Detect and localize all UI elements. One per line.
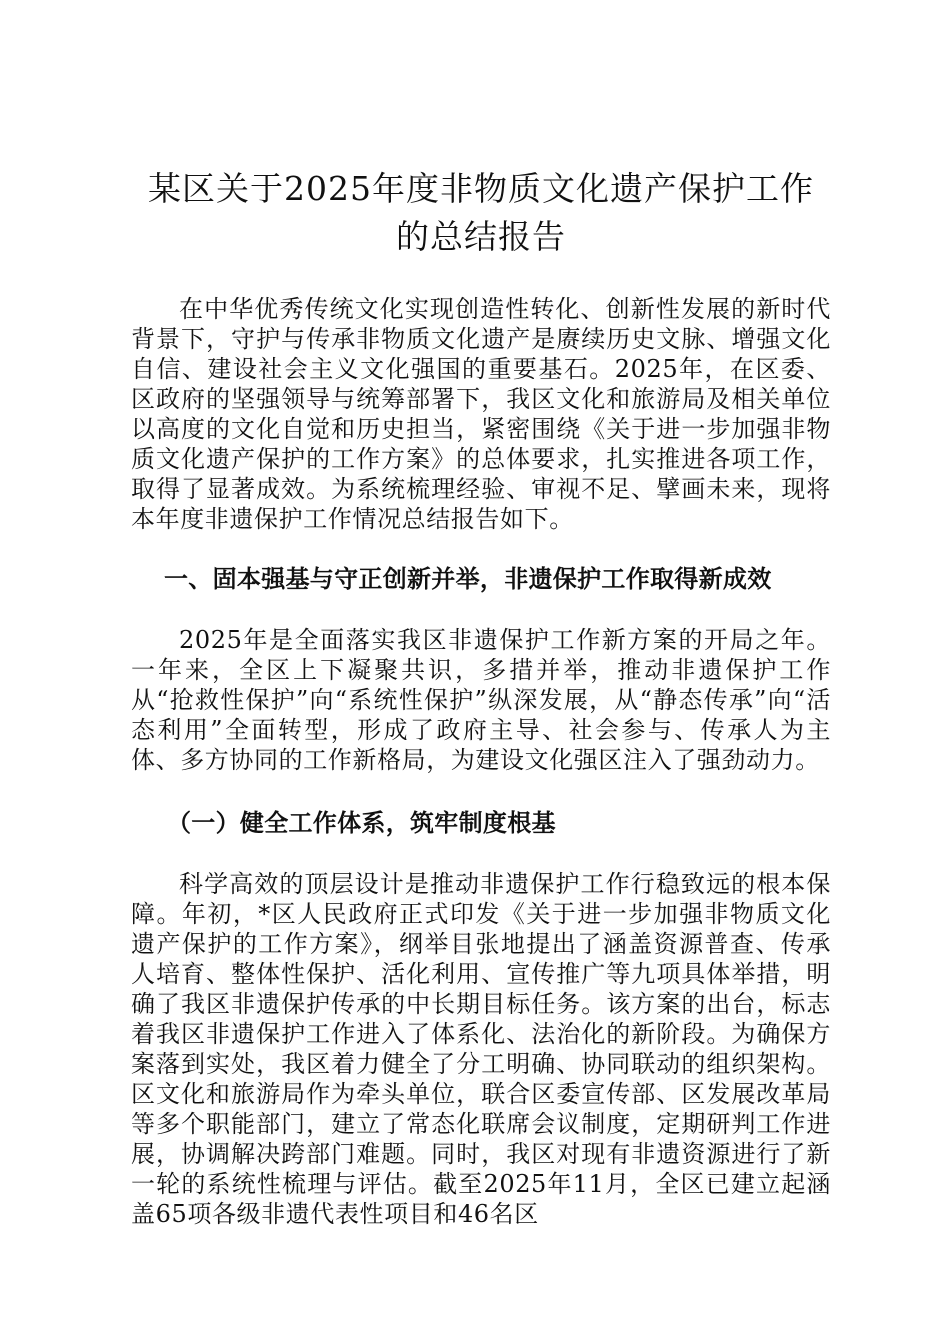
title-line-1: 某区关于2025年度非物质文化遗产保护工作	[148, 169, 814, 208]
section-heading-1: 一、固本强基与守正创新并举，非遗保护工作取得新成效	[164, 565, 772, 593]
intro-paragraph: 在中华优秀传统文化实现创造性转化、创新性发展的新时代背景下，守护与传承非物质文化遗产是赓续历史文脉、增强文化自信、建设社会主义文化强国的重要基石。2025年，在区委、区政府的坚强领导与统筹部署下，我区文化和旅游局及相关单位以高度的文化自觉和历史担当，紧密围绕《关于进一步加强非物质文化遗产保护的工作方案》的总体要求，扎实推进各项工作，取得了显著成效。为系统梳理经验、审视不足、擘画未来，现将本年度非遗保护工作情况总结报告如下。	[131, 295, 831, 533]
subsection-heading-1: （一）健全工作体系，筑牢制度根基	[167, 809, 556, 837]
title-line-2: 的总结报告	[396, 217, 566, 256]
section-1-paragraph: 2025年是全面落实我区非遗保护工作新方案的开局之年。一年来，全区上下凝聚共识，多措并举，推动非遗保护工作从“抢救性保护”向“系统性保护”纵深发展，从“静态传承”向“活态利用”全面转型，形成了政府主导、社会参与、传承人为主体、多方协同的工作新格局，为建设文化强区注入了强劲动力。	[131, 626, 831, 774]
document-title	[131, 165, 831, 261]
subsection-1-paragraph: 科学高效的顶层设计是推动非遗保护工作行稳致远的根本保障。年初，*区人民政府正式印发《关于进一步加强非物质文化遗产保护的工作方案》，纲举目张地提出了涵盖资源普查、传承人培育、整体性保护、活化利用、宣传推广等九项具体举措，明确了我区非遗保护传承的中长期目标任务。该方案的出台，标志着我区非遗保护工作进入了体系化、法治化的新阶段。为确保方案落到实处，我区着力健全了分工明确、协同联动的组织架构。区文化和旅游局作为牵头单位，联合区委宣传部、区发展改革局等多个职能部门，建立了常态化联席会议制度，定期研判工作进展，协调解决跨部门难题。同时，我区对现有非遗资源进行了新一轮的系统性梳理与评估。截至2025年11月，全区已建立起涵盖65项各级非遗代表性项目和46名区	[131, 870, 831, 1228]
